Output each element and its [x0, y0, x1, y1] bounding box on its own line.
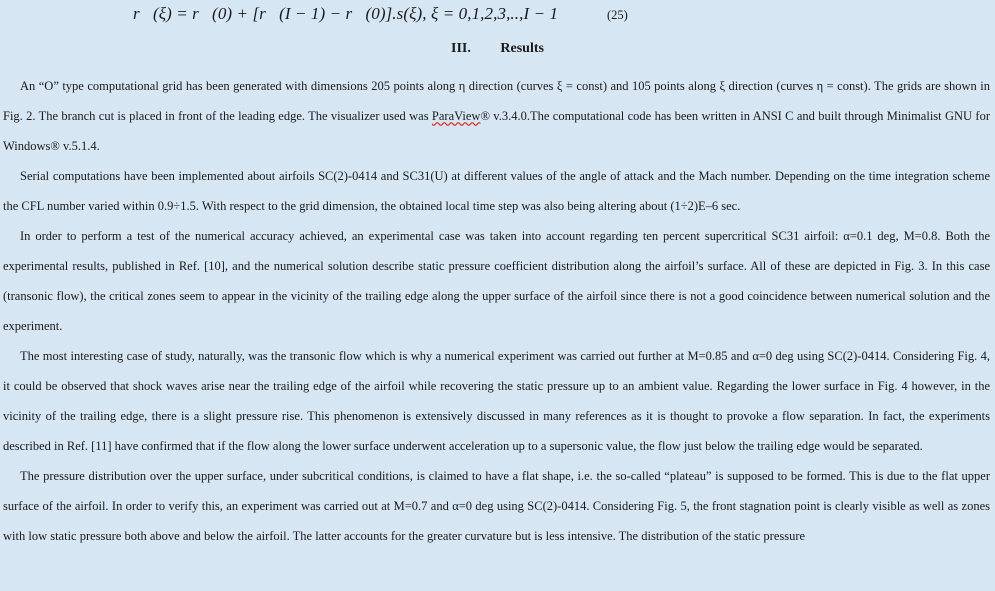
equation-number: (25): [607, 8, 628, 22]
paragraph-grid: [3, 71, 990, 161]
results-body: [3, 71, 990, 551]
paragraph-accuracy-test: In order to perform a test of the numerical accuracy achieved, an experimental case was taken into account regarding ten percent supercritical SC31 airfoil: α=0.1 deg, M=0.8. Both the experimental results, published in Ref. [10], and the numerical solution describe static pressure coefficient distribution along the airfoil’s surface. All of these are depicted in Fig. 3. In this case (transonic flow), the critical zones seem to appear in the vicinity of the trailing edge along the upper surface of the airfoil since there is not a good coincidence between numerical solution and the experiment.: [3, 229, 990, 333]
equation-25: r⃗(ξ) = r⃗(0) + [r⃗(I − 1) − r⃗(0)].s(ξ), ξ = 0,1,2,3,..,I − 1: [133, 4, 559, 23]
equation-row: [0, 2, 995, 28]
section-title: Results: [500, 41, 544, 56]
paragraph-transonic-flow: The most interesting case of study, naturally, was the transonic flow which is why a numerical experiment was carried out further at M=0.85 and α=0 deg using SC(2)-0414. Considering Fig. 4, it could be observed that shock waves arise near the trailing edge of the airfoil while recovering the static pressure up to an ambient value. Regarding the lower surface in Fig. 4 however, in the vicinity of the trailing edge, there is a slight pressure rise. This phenomenon is extensively discussed in many references as it is thought to provoke a flow separation. In fact, the experiments described in Ref. [11] have confirmed that if the flow along the lower surface underwent acceleration up to a supersonic value, the flow just below the trailing edge would be separated.: [3, 349, 990, 453]
paragraph-subcritical-plateau: The pressure distribution over the upper surface, under subcritical conditions, is claimed to have a flat shape, i.e. the so-called “plateau” is supposed to be formed. This is due to the flat upper surface of the airfoil. In order to verify this, an experiment was carried out at M=0.7 and α=0 deg using SC(2)-0414. Considering Fig. 5, the front stagnation point is clearly visible as well as zones with low static pressure both above and below the airfoil. The latter accounts for the greater curvature but is less intensive. The distribution of the static pressure: [3, 469, 990, 543]
paragraph-grid-text-a: An “O” type computational grid has been generated with dimensions 205 points along η direction (curves ξ = const) and 105 points along ξ direction (curves η = const). The grids are shown in Fig. 2. The branch cut is placed in front of the leading edge. The visualizer used was: [3, 79, 990, 123]
paragraph-serial-computations: Serial computations have been implemented about airfoils SC(2)-0414 and SC31(U) at different values of the angle of attack and the Mach number. Depending on the time integration scheme the CFL number varied within 0.9÷1.5. With respect to the grid dimension, the obtained local time step was also being altering about (1÷2)E–6 sec.: [3, 169, 990, 213]
section-heading: [0, 41, 995, 57]
paragraph-grid-text-b: ® v.3.4.0.The computational code has been written in ANSI C and built through Minimalist GNU for Windows® v.5.1.4.: [3, 109, 990, 153]
paraview-misspelled-word: ParaView: [431, 109, 481, 123]
section-number: III.: [451, 41, 471, 56]
